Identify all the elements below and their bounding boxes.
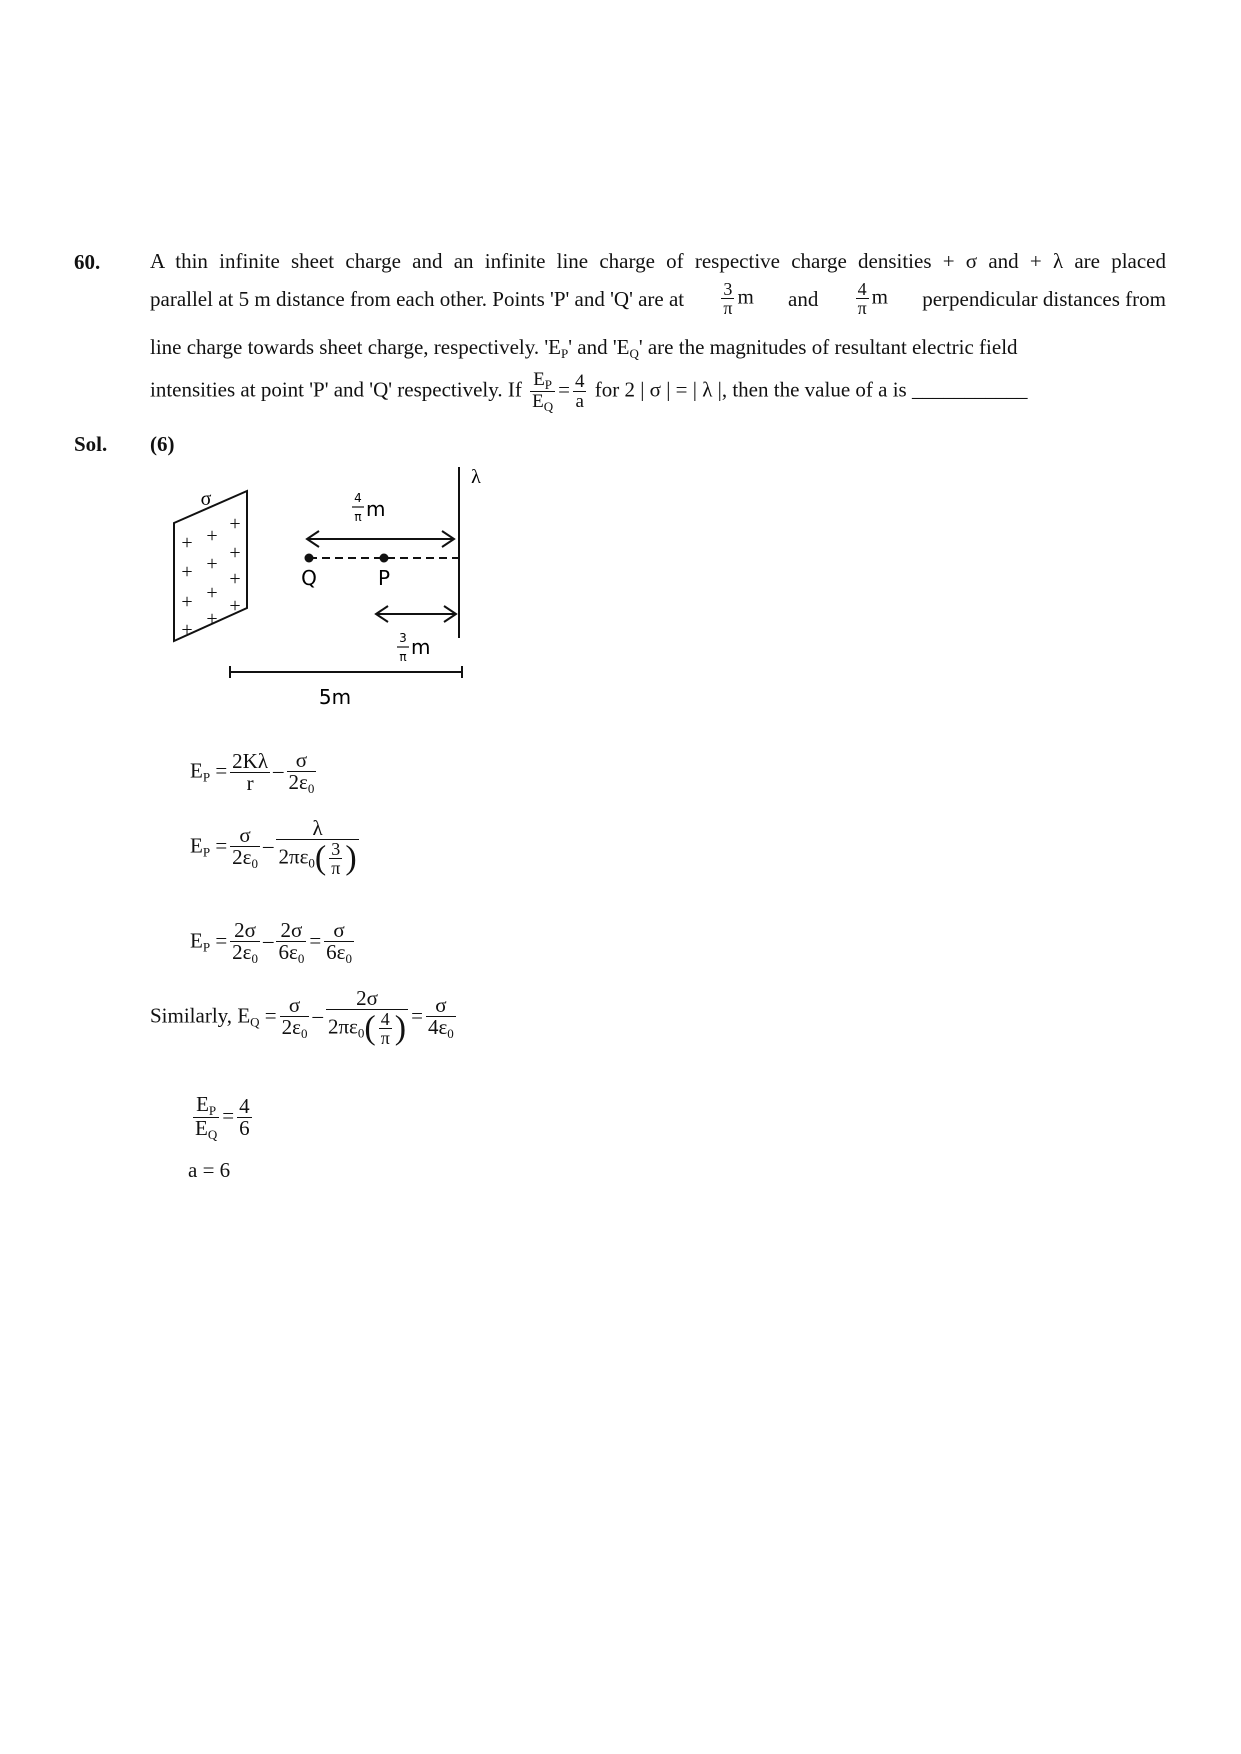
svg-text:+: +	[229, 542, 241, 564]
step-3: $E_P$ = $\frac{2\sigma}{2\varepsilon_0}$ – $\frac{2\sigma}{6\varepsilon_0}$ = $\frac{\sigma}{6\varepsilon_0}$	[190, 918, 352, 966]
label-q: Q	[301, 566, 317, 590]
lambda-label: λ	[471, 466, 481, 488]
distance-q: $\frac{4}{\pi}$ m	[857, 279, 888, 318]
distance-label: 5m	[318, 685, 352, 709]
svg-text:+: +	[181, 619, 193, 641]
svg-text:+: +	[206, 582, 218, 604]
step-5: $\frac{E_P}{E_Q}$ = $\frac{4}{6}$	[195, 1092, 250, 1142]
svg-text:+: +	[206, 525, 218, 547]
bottom-dim-num: 3	[399, 631, 407, 645]
field-ratio: $\frac{E_P}{E_Q}$	[532, 369, 554, 414]
question-number: 60.	[74, 250, 101, 274]
solution-label: Sol.	[74, 432, 108, 456]
and-word: and	[788, 286, 819, 311]
final-answer: a = 6	[188, 1158, 231, 1182]
top-dim-num: 4	[354, 491, 362, 505]
plus-signs	[181, 513, 240, 641]
question-line-2	[150, 280, 1166, 317]
point-q	[305, 554, 314, 563]
svg-text:+: +	[229, 595, 241, 617]
distance-p: $\frac{3}{\pi}$ m	[723, 279, 754, 318]
point-p	[380, 554, 389, 563]
top-dim-den: π	[354, 510, 362, 524]
svg-text:+: +	[206, 553, 218, 575]
solution-answer: (6)	[150, 432, 175, 456]
svg-text:+: +	[229, 513, 241, 535]
step-4: Similarly, $E_Q$ = $\frac{\sigma}{2\varepsilon_0}$ – 2σ $2\pi\varepsilon_0$( $\frac{4}{\pi}$ ) = $\frac{\sigma}{4\varepsilon_0}$	[150, 986, 454, 1048]
bottom-dim-den: π	[399, 650, 407, 664]
svg-text:+: +	[181, 561, 193, 583]
top-dim-unit: m	[366, 497, 386, 521]
question-line-3: line charge towards sheet charge, respectively. '$E_P$' and '$E_Q$' are the magnitudes of resultant electric field	[150, 335, 1018, 361]
question-line-2-end: perpendicular distances from	[922, 286, 1166, 311]
step-1: $E_P$ = $\frac{2K\lambda}{r}$ – $\frac{\sigma}{2\varepsilon_0}$	[190, 748, 315, 796]
question-line-4: intensities at point 'P' and 'Q' respectively. If $\frac{E_P}{E_Q}$ = $\frac{4}{a}$ for 2 | σ | = | λ |, then the value of a is ___________	[150, 369, 1028, 414]
step-2: $E_P$ = $\frac{\sigma}{2\varepsilon_0}$ – λ $2\pi\varepsilon_0$( $\frac{3}{\pi}$ )	[190, 816, 357, 878]
svg-text:+: +	[229, 568, 241, 590]
label-p: P	[377, 566, 391, 590]
bottom-dim-unit: m	[411, 635, 431, 659]
question-line-2-start: parallel at 5 m distance from each other. Points 'P' and 'Q' are at	[150, 286, 685, 311]
question-line-1: A thin infinite sheet charge and an infinite line charge of respective charge densities + σ and + λ are placed	[150, 249, 1166, 273]
charge-diagram	[150, 455, 510, 725]
svg-text:+: +	[206, 608, 218, 630]
sigma-label: σ	[200, 488, 212, 510]
ratio-value: $\frac{4}{a}$	[574, 371, 585, 412]
svg-text:+: +	[181, 532, 193, 554]
svg-text:+: +	[181, 591, 193, 613]
